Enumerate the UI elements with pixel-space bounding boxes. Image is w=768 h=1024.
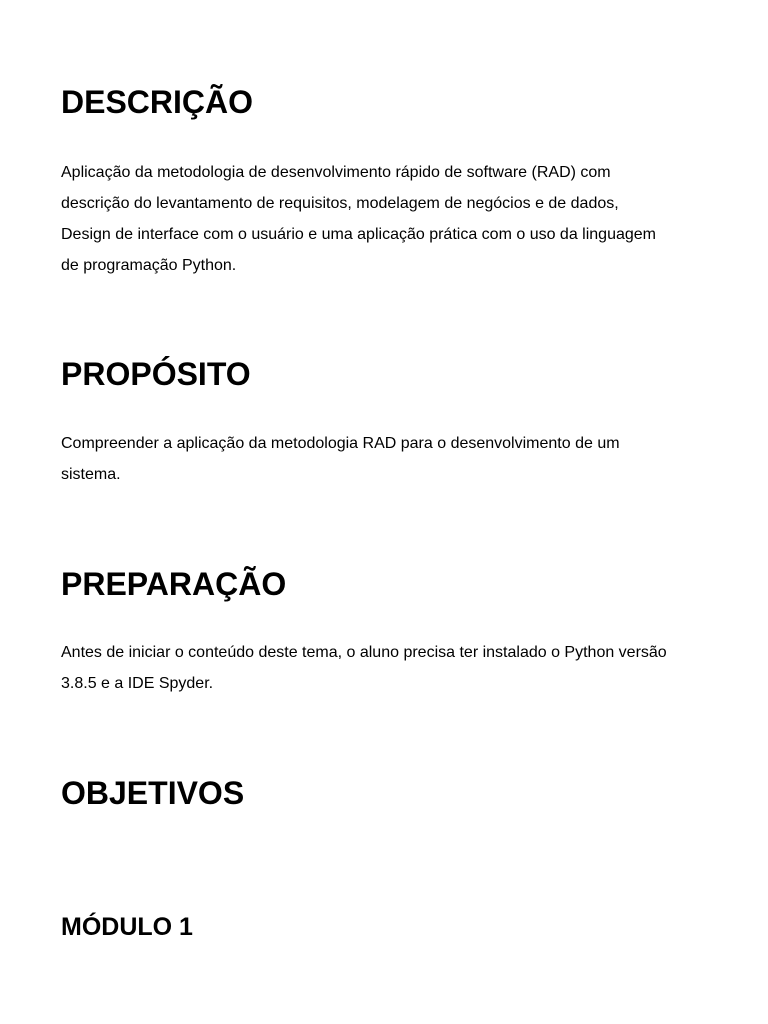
paragraph-line: Aplicação da metodologia de desenvolvimento rápido de software (RAD) com: [61, 164, 611, 181]
paragraph-proposito: [61, 428, 721, 490]
heading-objetivos: OBJETIVOS: [61, 775, 245, 811]
paragraph-preparacao: [61, 637, 721, 699]
paragraph-line: Compreender a aplicação da metodologia RAD para o desenvolvimento de um: [61, 435, 620, 452]
heading-descricao: DESCRIÇÃO: [61, 84, 254, 120]
paragraph-line: de programação Python.: [61, 257, 237, 274]
paragraph-line: Design de interface com o usuário e uma aplicação prática com o uso da linguagem: [61, 226, 656, 243]
paragraph-line: sistema.: [61, 466, 121, 483]
heading-modulo-1: MÓDULO 1: [61, 913, 193, 941]
heading-proposito: PROPÓSITO: [61, 356, 251, 392]
paragraph-line: 3.8.5 e a IDE Spyder.: [61, 675, 214, 692]
heading-preparacao: PREPARAÇÃO: [61, 566, 287, 602]
paragraph-line: Antes de iniciar o conteúdo deste tema, o aluno precisa ter instalado o Python versão: [61, 644, 667, 661]
paragraph-descricao: [61, 157, 721, 281]
paragraph-line: descrição do levantamento de requisitos, modelagem de negócios e de dados,: [61, 195, 619, 212]
